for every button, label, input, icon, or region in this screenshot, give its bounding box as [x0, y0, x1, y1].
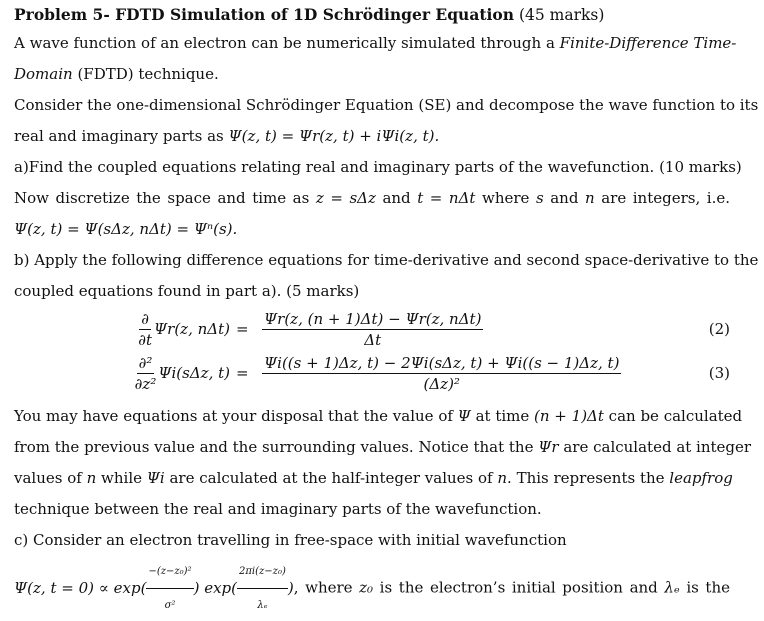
- part-b-text-cont: coupled equations found in part a). (5 marks): [14, 282, 360, 300]
- fdtd-term-italic-cont: Domain: [14, 65, 73, 83]
- intro-line-2: [14, 59, 754, 90]
- exp-connector: ) exp(: [193, 579, 237, 597]
- equation-block: [14, 307, 754, 395]
- problem-heading: [14, 2, 754, 28]
- gaussian-fraction: [146, 556, 193, 621]
- part-b-line-2: [14, 276, 754, 307]
- leapfrog-integer: are calculated at integer: [558, 438, 752, 456]
- time-discretization: t = nΔt: [417, 189, 476, 207]
- initial-position-symbol: z₀: [359, 578, 374, 597]
- time-derivative-numerator: ∂: [141, 309, 149, 328]
- consider-text: Consider the one-dimensional Schrödinger Equation (SE) and decompose the wave function to its: [14, 96, 759, 114]
- wavelength-symbol: λₑ: [664, 578, 680, 597]
- leapfrog-line-2: [14, 432, 752, 463]
- initial-wavefunction-prefix: Ψ(z, t = 0) ∝ exp(: [14, 579, 147, 597]
- consider-line-1: [14, 90, 759, 121]
- discretize-line-1: [14, 183, 730, 214]
- equation-2-lhs: [136, 307, 230, 351]
- part-b-text: b) Apply the following difference equations for time-derivative and second space-derivative to the: [14, 251, 759, 269]
- leapfrog-line-4: [14, 494, 754, 525]
- leapfrog-text-2: from the previous value and the surrounding values. Notice that the: [14, 438, 539, 456]
- equation-2-fraction: [262, 310, 483, 349]
- equation-3-fraction: [262, 354, 621, 393]
- discretize-text: Now discretize the space and time as: [14, 189, 316, 207]
- equation-3-lhs: [133, 351, 230, 395]
- var-s: s: [535, 189, 544, 207]
- var-n: n: [584, 189, 595, 207]
- phase-numerator: 2πi(z−z₀): [237, 556, 288, 589]
- problem-title: Problem 5- FDTD Simulation of 1D Schrödinger Equation: [14, 5, 515, 24]
- leapfrog-while: while: [96, 469, 147, 487]
- consider-line-2: [14, 121, 754, 152]
- equation-3-lhs-function: Ψi(sΔz, t): [158, 364, 230, 382]
- leapfrog-half-integer: are calculated at the half-integer values of: [164, 469, 498, 487]
- discretize-and: and: [375, 189, 418, 207]
- equation-3-equals: =: [236, 364, 249, 382]
- equation-2-lhs-function: Ψr(z, nΔt): [154, 320, 230, 338]
- wavefunction-decomposition: Ψ(z, t) = Ψr(z, t) + iΨi(z, t).: [228, 127, 440, 145]
- part-c-text: c) Consider an electron travelling in free-space with initial wavefunction: [14, 531, 567, 549]
- space-derivative-operator: [133, 354, 159, 393]
- equation-3-rhs-denominator: (Δz)²: [423, 374, 460, 393]
- equation-2-number: (2): [708, 320, 730, 338]
- space-derivative-numerator: ∂²: [138, 353, 153, 372]
- phase-denominator: λₑ: [257, 600, 268, 611]
- equation-2-rhs-numerator: Ψr(z, (n + 1)Δt) − Ψr(z, nΔt): [264, 309, 482, 328]
- leapfrog-at-time: at time: [470, 407, 535, 425]
- equation-2-rhs: [262, 307, 483, 351]
- psi-imag-symbol: Ψi: [146, 469, 165, 487]
- part-a-text: a)Find the coupled equations relating real and imaginary parts of the wavefunction. (10 marks): [14, 158, 742, 176]
- equation-3-rhs-numerator: Ψi((s + 1)Δz, t) − 2Ψi(sΔz, t) + Ψi((s − 1)Δz, t): [264, 353, 620, 372]
- intro-line-1: [14, 28, 737, 59]
- leapfrog-line-3: [14, 463, 733, 494]
- equation-2: [14, 307, 730, 351]
- leapfrog-text-4: technique between the real and imaginary parts of the wavefunction.: [14, 500, 542, 518]
- time-derivative-operator: [136, 310, 154, 349]
- discretize-and-2: and: [543, 189, 585, 207]
- var-n-3: n: [497, 469, 508, 487]
- discretize-where: where: [475, 189, 536, 207]
- part-c-line-2: [14, 556, 730, 611]
- equation-3-number: (3): [708, 364, 730, 382]
- gaussian-numerator: −(z−z₀)²: [146, 556, 193, 589]
- time-derivative-denominator: ∂t: [138, 330, 152, 349]
- leapfrog-calculated: can be calculated: [603, 407, 743, 425]
- psi-real-symbol: Ψr: [538, 438, 559, 456]
- leapfrog-line-1: [14, 401, 743, 432]
- initial-wavefunction-expression: [14, 556, 294, 621]
- space-discretization: z = sΔz: [315, 189, 376, 207]
- part-c-line-1: [14, 525, 754, 556]
- intro-text-cont: (FDTD) technique.: [72, 65, 219, 83]
- consider-text-cont: real and imaginary parts as: [14, 127, 229, 145]
- space-derivative-denominator: ∂z²: [134, 374, 157, 393]
- leapfrog-values-of: values of: [14, 469, 87, 487]
- discretized-wavefunction: Ψ(z, t) = Ψ(sΔz, nΔt) = Ψⁿ(s).: [14, 220, 238, 238]
- fdtd-term-italic: Finite-Difference Time-: [559, 34, 737, 52]
- gaussian-denominator: σ²: [164, 600, 176, 611]
- part-b-line-1: [14, 245, 759, 276]
- leapfrog-text: You may have equations at your disposal that the value of: [14, 407, 458, 425]
- equation-2-equals: =: [236, 320, 249, 338]
- leapfrog-represents: . This represents the: [507, 469, 670, 487]
- document-page: [14, 2, 759, 611]
- equation-3: [14, 351, 730, 395]
- part-a-line: [14, 152, 754, 183]
- var-n-2: n: [86, 469, 97, 487]
- equation-2-rhs-denominator: Δt: [364, 330, 382, 349]
- exp-close: ): [287, 579, 294, 597]
- problem-marks: (45 marks): [518, 6, 605, 24]
- phase-fraction: [237, 556, 288, 621]
- next-time-step: (n + 1)Δt: [534, 407, 604, 425]
- equation-3-rhs: [262, 351, 621, 395]
- intro-text: A wave function of an electron can be numerically simulated through a: [14, 34, 560, 52]
- leapfrog-term-italic: leapfrog: [669, 469, 733, 487]
- discretize-line-2: [14, 214, 754, 245]
- psi-symbol: Ψ: [457, 407, 471, 425]
- discretize-integers: are integers, i.e.: [594, 189, 730, 207]
- part-c-position-text: is the electron’s initial position and: [373, 578, 665, 597]
- part-c-is-the: is the: [679, 578, 730, 597]
- part-c-where: , where: [293, 578, 360, 597]
